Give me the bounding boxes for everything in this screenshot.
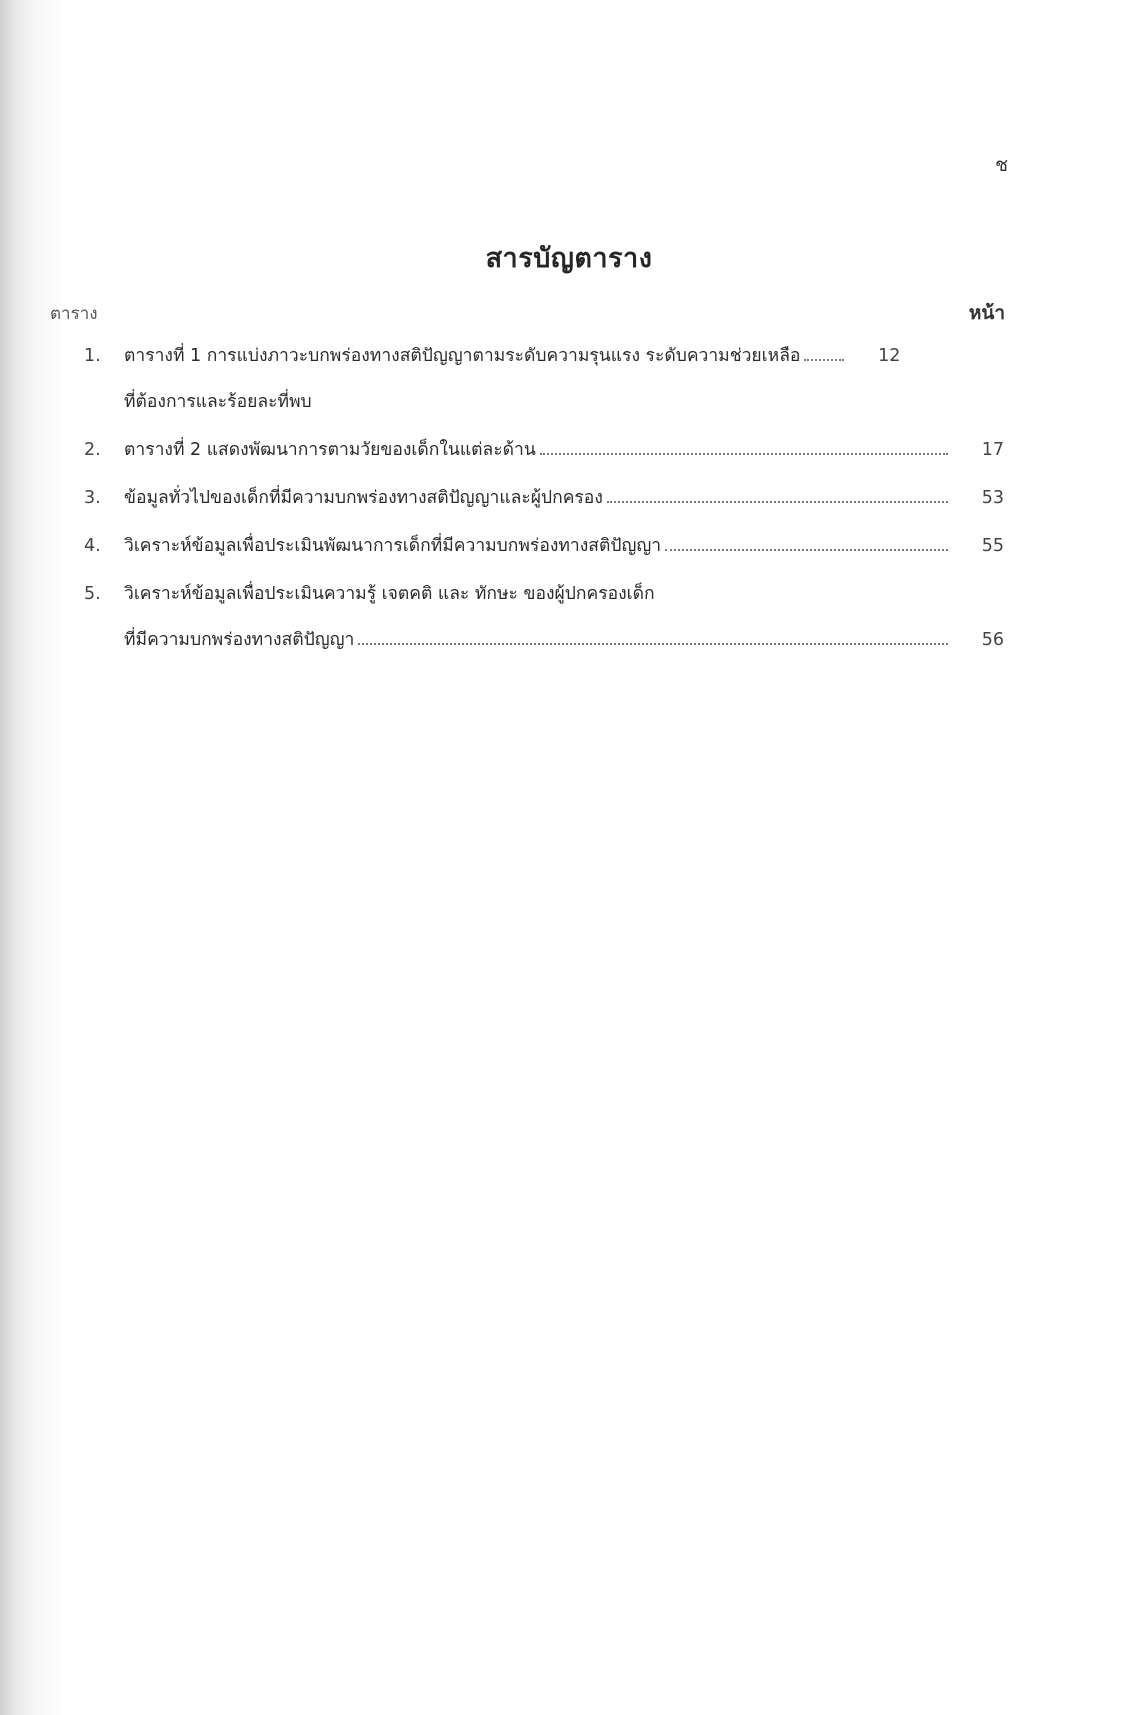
entry-title: ตารางที่ 2 แสดงพัฒนาการตามวัยของเด็กในแต่ละด้าน xyxy=(124,440,536,460)
dot-leader xyxy=(665,549,948,551)
toc-entry xyxy=(84,533,1004,559)
page-title: สารบัญตาราง xyxy=(485,243,653,274)
entry-page: 12 xyxy=(878,346,901,366)
entry-title-continuation: ที่ต้องการและร้อยละที่พบ xyxy=(124,392,312,412)
dot-leader xyxy=(540,453,948,455)
entry-number: 5. xyxy=(84,584,101,604)
entry-title: วิเคราะห์ข้อมูลเพื่อประเมินพัฒนาการเด็กที่มีความบกพร่องทางสติปัญญา xyxy=(124,536,662,556)
dot-leader xyxy=(358,643,948,645)
entry-number: 3. xyxy=(84,488,101,508)
toc-entry xyxy=(84,343,1004,415)
page-number: ช xyxy=(995,154,1008,176)
toc-entry xyxy=(84,485,1004,511)
dot-leader xyxy=(804,359,844,361)
column-label-table: ตาราง xyxy=(50,304,98,324)
entry-number: 4. xyxy=(84,536,101,556)
table-of-contents-list xyxy=(84,343,1004,675)
entry-page: 55 xyxy=(981,536,1004,556)
toc-entry xyxy=(84,581,1004,653)
column-label-page: หน้า xyxy=(968,302,1005,324)
entry-page: 56 xyxy=(981,630,1004,650)
entry-page: 17 xyxy=(981,440,1004,460)
entry-title: วิเคราะห์ข้อมูลเพื่อประเมินความรู้ เจตคติ และ ทักษะ ของผู้ปกครองเด็ก xyxy=(124,584,655,604)
entry-page: 53 xyxy=(981,488,1004,508)
entry-title: ข้อมูลทั่วไปของเด็กที่มีความบกพร่องทางสติปัญญาและผู้ปกครอง xyxy=(124,488,603,508)
dot-leader xyxy=(607,501,948,503)
entry-number: 2. xyxy=(84,440,101,460)
entry-number: 1. xyxy=(84,346,101,366)
entry-title: ตารางที่ 1 การแบ่งภาวะบกพร่องทางสติปัญญาตามระดับความรุนแรง ระดับความช่วยเหลือ xyxy=(124,346,801,366)
entry-title-continuation: ที่มีความบกพร่องทางสติปัญญา xyxy=(124,630,355,650)
toc-entry xyxy=(84,437,1004,463)
